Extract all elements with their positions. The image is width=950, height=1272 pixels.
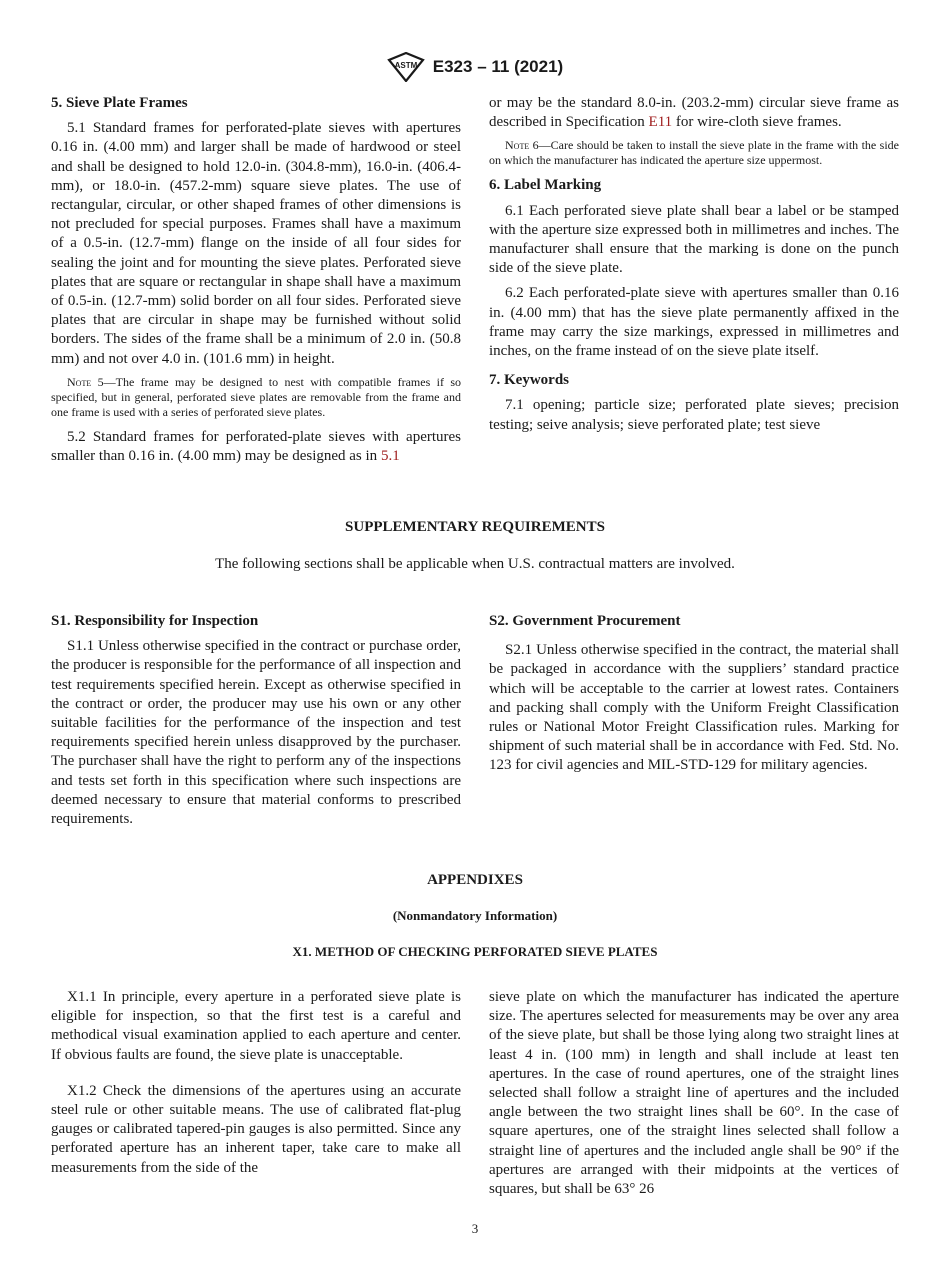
link-section-5-1[interactable]: 5.1 [380, 448, 400, 465]
s2-heading: S2. Government Procurement [489, 613, 681, 629]
note-5-label: Note 5 [67, 374, 104, 389]
right-column-appendix [489, 988, 899, 1205]
page-number: 3 [471, 1221, 479, 1236]
supplementary-title-block [0, 519, 950, 536]
left-column-supplementary [51, 612, 461, 835]
astm-logo-text: ASTM [394, 61, 418, 70]
x1-title-block [0, 944, 950, 960]
note-5-text: —The frame may be designed to nest with compatible frames if so specified, but in general, perforated sieve plates are removable from the frame and one frame is used with a series of perforated sieve plates. [51, 374, 462, 419]
right-column-upper [489, 94, 899, 441]
paragraph-s1-1: S1.1 Unless otherwise specified in the contract or purchase order, the producer is responsible for the performance of all inspection and test requirements specified herein. Except as otherwise specified in the contract or order, the producer may use his own or any other suitable facilities for the performance of the inspection and test requirements specified herein unless disapproved by the purchaser. The purchaser shall have the right to perform any of the inspections and tests set forth in this specification where such inspections are deemed necessary to ensure that material conforms to prescribed requirements. [51, 638, 461, 828]
appendixes-subtitle-block [0, 908, 950, 924]
paragraph-6-1: 6.1 Each perforated sieve plate shall bear a label or be stamped with the aperture size expressed both in millimetres and inches. The manufacturer shall ensure that the marking is done on the punch side of the sieve plate. [489, 202, 899, 277]
note-6-text: —Care should be taken to install the sieve plate in the frame with the side on which the manufacturer has indicated the aperture size uppermost. [489, 138, 899, 168]
left-column-appendix [51, 988, 461, 1184]
paragraph-5-2-continued [489, 94, 899, 132]
paragraph-5-2-text: 5.2 Standard frames for perforated-plate sieves with apertures smaller than 0.16 in. (4.00 mm) may be designed as in [51, 428, 461, 465]
astm-logo-icon [387, 52, 425, 82]
section-6-heading: 6. Label Marking [489, 177, 602, 194]
left-column-upper [51, 94, 461, 472]
note-6 [489, 138, 899, 168]
note-5 [51, 375, 461, 420]
paragraph-x1-2: X1.2 Check the dimensions of the apertures using an accurate steel rule or other suitable means. The use of calibrated flat-plug gauges or calibrated tapered-pin gauges is also permitted. Since any perforated aperture has an inherent taper, take care to make all measurements from the side of the [51, 1082, 461, 1176]
supplementary-subtitle: The following sections shall be applicable when U.S. contractual matters are involved. [215, 556, 735, 572]
document-designation: E323 – 11 (2021) [432, 57, 564, 76]
s1-heading: S1. Responsibility for Inspection [51, 613, 259, 629]
paragraph-7-1: 7.1 opening; particle size; perforated plate sieves; precision testing; seive analysis; sieve perforated plate; test sieve [489, 397, 899, 433]
appendixes-subtitle: (Nonmandatory Information) [392, 908, 558, 923]
right-column-supplementary [489, 612, 899, 782]
paragraph-5-2-cont-b: for wire-cloth sieve frames. [675, 114, 842, 131]
paragraph-x1-1: X1.1 In principle, every aperture in a perforated sieve plate is eligible for inspection, so that the first test is a careful and methodical visual examination applied to each aperture and center. If obvious faults are found, the sieve plate is unacceptable. [51, 989, 461, 1063]
appendixes-title-block [0, 872, 950, 889]
supplementary-subtitle-block [0, 556, 950, 573]
note-6-label: Note 6 [505, 138, 539, 153]
supplementary-title: SUPPLEMENTARY REQUIREMENTS [345, 519, 605, 535]
paragraph-5-2 [51, 428, 461, 466]
paragraph-5-2-cont-a: or may be the standard 8.0-in. (203.2-mm) circular sieve frame as described in Specification [489, 95, 899, 131]
section-7-heading: 7. Keywords [489, 372, 569, 389]
link-spec-e11[interactable]: E11 [648, 114, 673, 131]
x1-title: X1. METHOD OF CHECKING PERFORATED SIEVE PLATES [292, 944, 658, 959]
appendixes-title: APPENDIXES [427, 872, 523, 888]
paragraph-6-2: 6.2 Each perforated-plate sieve with apertures smaller than 0.16 in. (4.00 mm) that has the sieve plate permanently affixed in the frame may carry the size markings, expressed in millimetres and inches, on the frame instead of on the sieve plate itself. [489, 285, 899, 360]
section-5-heading: 5. Sieve Plate Frames [51, 95, 188, 111]
page-header [0, 52, 950, 87]
paragraph-x1-2-continued: sieve plate on which the manufacturer has indicated the aperture size. The apertures selected for measurements may be over any area of the sieve plate, but shall be those lying along two straight lines at least 4 in. (100 mm) in length and shall include at least ten apertures. In the case of round apertures, one of the straight lines selected shall follow a straight line of apertures and the included angle between the two straight lines shall be 60°. In the case of square apertures, one of the straight lines selected shall follow a straight line of apertures and the included angle shall be 90° if the apertures are arranged with their midpoints at the vertices of squares, but shall be 63° 26 [489, 989, 899, 1198]
paragraph-s2-1: S2.1 Unless otherwise specified in the contract, the material shall be packaged in accordance with the suppliers’ standard practice which will be acceptable to the carrier at lowest rates. Containers and packing shall comply with the Uniform Freight Classification rules or National Motor Freight Classification rules. Marking for shipment of such material shall be in accordance with Fed. Std. No. 123 for civil agencies and MIL-STD-129 for military agencies. [489, 642, 899, 774]
paragraph-5-1: 5.1 Standard frames for perforated-plate sieves with apertures 0.16 in. (4.00 mm) and larger shall be made of hardwood or steel and shall be designed to hold 12.0-in. (304.8-mm), 16.0-in. (406.4-mm), or 18.0-in. (457.2-mm) square sieve plates. The use of rectangular, circular, or other shaped frames of other dimensions is not precluded for special purposes. Frames shall have a maximum of a 0.5-in. (12.7-mm) flange on the inside of all four sides for sealing the joint and for mounting the sieve plates. Perforated sieve plates that are square or rectangular in shape shall have a maximum of 0.5-in. (12.7-mm) solid border on all four sides. Perforated sieve plates that are circular in shape may be furnished without solid borders. The sides of the frame shall be a minimum of 2.0 in. (50.8 mm) and not over 4.0 in. (101.6 mm) in height. [51, 120, 461, 367]
